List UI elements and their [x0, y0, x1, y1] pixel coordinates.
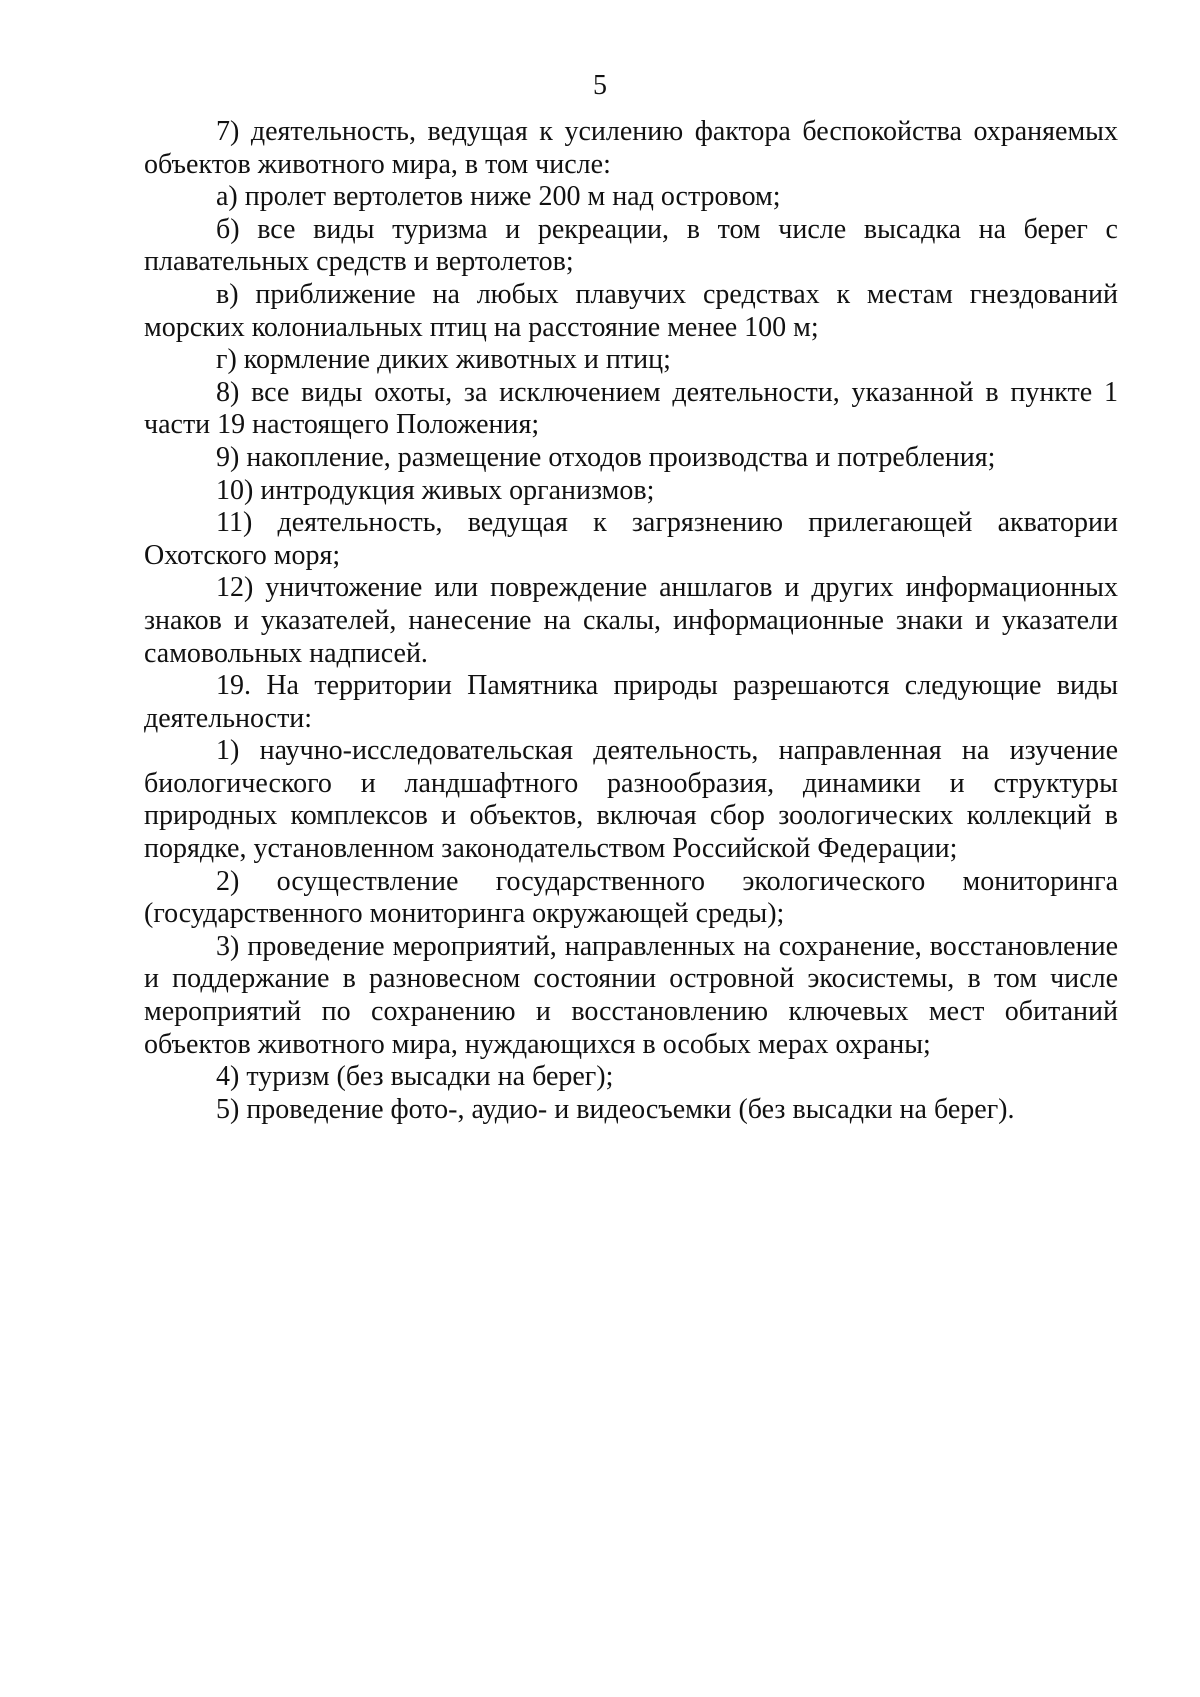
list-item-10-introduction: 10) интродукция живых организмов; — [216, 474, 655, 506]
section-19-permitted-activities: 19. На территории Памятника природы разрешаются следующие виды деятельности: — [144, 670, 1118, 734]
list-item-g-feeding-animals: г) кормление диких животных и птиц; — [216, 344, 671, 376]
list-item-1-research: 1) научно-исследовательская деятельность, направленная на изучение биологического и ландшафтного разнообразия, динамики и структуры природных комплексов и объектов, включая сбор зоологических коллекций в порядке, установленном законодательством Российской Федерации; — [144, 735, 1118, 865]
list-item-5-photo-video: 5) проведение фото-, аудио- и видеосъемки (без высадки на берег). — [216, 1093, 1015, 1125]
document-body — [144, 116, 1118, 1126]
list-item-4-tourism: 4) туризм (без высадки на берег); — [216, 1061, 614, 1093]
list-item-12-signs-damage: 12) уничтожение или повреждение аншлагов и других информационных знаков и указателей, нанесение на скалы, информационные знаки и указатели самовольных надписей. — [144, 572, 1118, 669]
list-item-v-approach-nesting: в) приближение на любых плавучих средствах к местам гнездований морских колониальных птиц на расстояние менее 100 м; — [144, 278, 1118, 343]
list-item-11-pollution: 11) деятельность, ведущая к загрязнению прилегающей акватории Охотского моря; — [144, 507, 1118, 571]
list-item-7-disturbance: 7) деятельность, ведущая к усилению фактора беспокойства охраняемых объектов животного мира, в том числе: — [144, 116, 1118, 180]
list-item-3-conservation: 3) проведение мероприятий, направленных на сохранение, восстановление и поддержание в разновесном состоянии островной экосистемы, в том числе мероприятий по сохранению и восстановлению ключевых мест обитаний объектов животного мира, нуждающихся в особых мерах охраны; — [144, 930, 1118, 1060]
list-item-a-helicopter-flights: а) пролет вертолетов ниже 200 м над островом; — [216, 181, 781, 213]
list-item-2-monitoring: 2) осуществление государственного экологического мониторинга (государственного мониторинга окружающей среды); — [144, 865, 1118, 930]
list-item-9-waste: 9) накопление, размещение отходов производства и потребления; — [216, 441, 996, 473]
list-item-8-hunting: 8) все виды охоты, за исключением деятельности, указанной в пункте 1 части 19 настоящего Положения; — [144, 376, 1118, 441]
list-item-b-tourism-recreation: б) все виды туризма и рекреации, в том числе высадка на берег с плавательных средств и вертолетов; — [144, 213, 1118, 278]
page-number: 5 — [593, 70, 607, 101]
